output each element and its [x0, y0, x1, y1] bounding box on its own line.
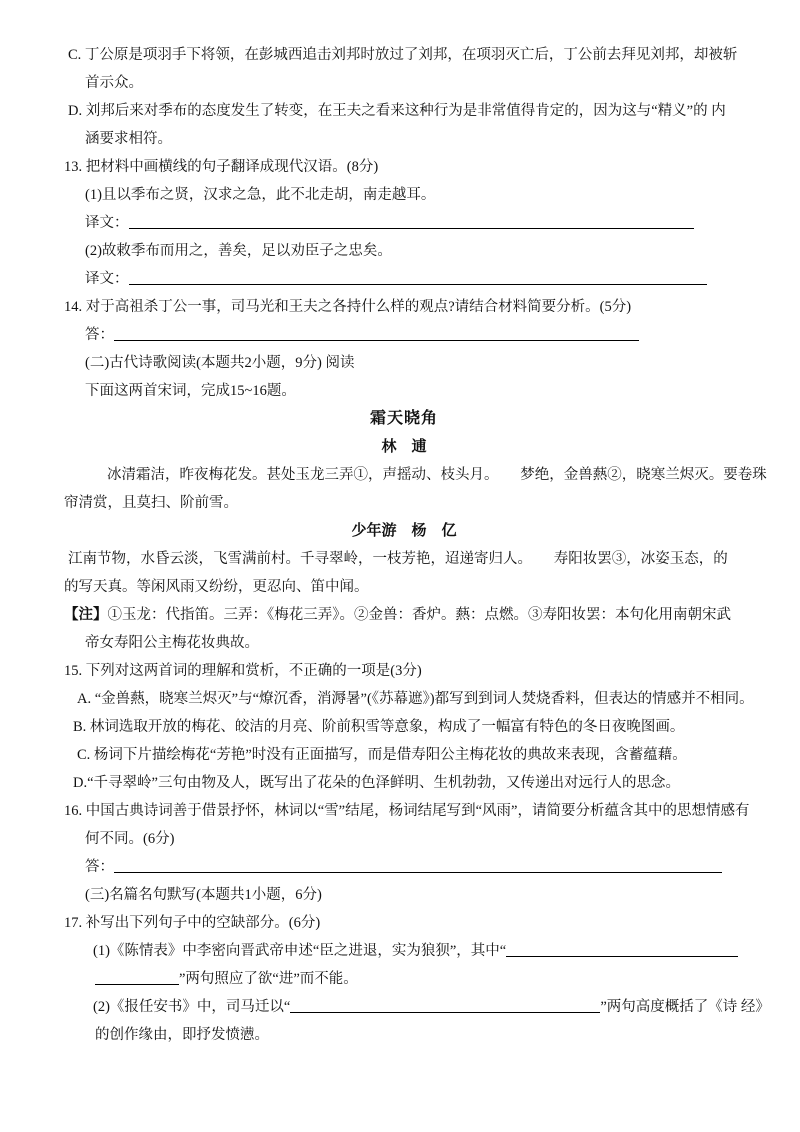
option-c-line2: [85, 69, 744, 97]
poem-2-line2-text: 的写天真。等闲风雨又纷纷，更忍向、笛中闻。: [64, 579, 369, 595]
section-2-text: (二)古代诗歌阅读(本题共2小题，9分) 阅读: [85, 355, 355, 371]
poem-2-title: [64, 517, 744, 545]
option-d-line2: [85, 125, 744, 153]
q13-sentence-1-text: (1)且以季布之贤，汉求之急，此不北走胡，南走越耳。: [85, 187, 436, 203]
answer-label: 答：: [85, 859, 114, 875]
question-15-option-b: [73, 713, 744, 741]
translation-label: 译文：: [85, 215, 129, 231]
option-d-line1: [68, 97, 744, 125]
question-15-option-d: [73, 769, 744, 797]
question-13: [64, 153, 744, 181]
question-16-text1: 16. 中国古典诗词善于借景抒怀，林词以“雪”结尾，杨词结尾写到“风雨”，请简要分析蕴含其中的思想情感有: [64, 803, 750, 819]
question-16-line1: [64, 797, 750, 825]
option-d-text1: D. 刘邦后来对季布的态度发生了转变，在王夫之看来这种行为是非常值得肯定的，因为这与“精义”的 内: [68, 103, 726, 119]
question-14-text: 14. 对于高祖杀丁公一事，司马光和王夫之各持什么样的观点?请结合材料简要分析。(5分): [64, 299, 632, 315]
q17-2-post-text: 的创作缘由，即抒发愤懑。: [95, 1027, 269, 1043]
poem-2-line2: [64, 573, 744, 601]
poem-2-title-text: 少年游 杨 亿: [351, 523, 457, 539]
question-17-1-line2: [95, 965, 744, 993]
question-17-text: 17. 补写出下列句子中的空缺部分。(6分): [64, 915, 321, 931]
question-15-option-a: [77, 685, 754, 713]
answer-blank: [129, 272, 707, 285]
option-b-text: B. 林词选取开放的梅花、皎洁的月亮、阶前积雪等意象，构成了一幅富有特色的冬日夜晚图画。: [73, 719, 685, 735]
poem-1-line2: [64, 489, 744, 517]
poem-1-line1-text: 冰清霜洁，昨夜梅花发。甚处玉龙三弄①，声摇动、枝头月。 梦绝，金兽爇②，晓寒兰烬灭。要卷珠: [107, 467, 767, 483]
option-d-text2: 涵要求相符。: [85, 131, 172, 147]
question-15: [64, 657, 744, 685]
answer-blank: [290, 1000, 600, 1013]
answer-blank: [114, 328, 639, 341]
question-16-answer: [85, 853, 744, 881]
question-13-translation-2: [85, 265, 744, 293]
question-13-sentence-2: [85, 237, 744, 265]
option-c-text1: C. 丁公原是项羽手下将领，在彭城西追击刘邦时放过了刘邦，在项羽灭亡后，丁公前去拜见刘邦，却被斩: [68, 47, 738, 63]
answer-blank: [129, 216, 694, 229]
notes-line1: [64, 601, 744, 629]
section-3-header: [85, 881, 744, 909]
poem-1-author: [64, 433, 744, 461]
poem-1-author-text: 林 逋: [381, 439, 427, 455]
option-d-text: D.“千寻翠岭”三句由物及人，既写出了花朵的色泽鲜明、生机勃勃，又传递出对远行人的思念。: [73, 775, 680, 791]
question-13-text: 13. 把材料中画横线的句子翻译成现代汉语。(8分): [64, 159, 379, 175]
question-16-text2: 何不同。(6分): [85, 831, 175, 847]
translation-label: 译文：: [85, 271, 129, 287]
question-15-text: 15. 下列对这两首词的理解和赏析，不正确的一项是(3分): [64, 663, 422, 679]
section-2-instruction: [85, 377, 744, 405]
poem-2-line1: [68, 545, 744, 573]
q17-2-mid-text: ”两句高度概括了《诗 经》: [600, 999, 770, 1015]
q17-2-pre-text: (2)《报任安书》中，司马迁以“: [93, 999, 291, 1015]
notes-line2: [85, 629, 744, 657]
question-13-sentence-1: [85, 181, 744, 209]
poem-1-line2-text: 帘清赏，且莫扫、阶前雪。: [64, 495, 238, 511]
q17-1-pre-text: (1)《陈情表》中李密向晋武帝申述“臣之进退，实为狼狈”，其中“: [93, 943, 507, 959]
question-17-2-line1: [93, 993, 770, 1021]
option-c-text2: 首示众。: [85, 75, 143, 91]
notes-label: 【注】: [64, 607, 108, 623]
poem-1-title-text: 霜天晓角: [369, 410, 438, 427]
question-14: [64, 293, 744, 321]
section-2-instruction-text: 下面这两首宋词，完成15~16题。: [85, 383, 296, 399]
poem-2-line1-text: 江南节物，水昏云淡，飞雪满前村。千寻翠岭，一枝芳艳，迢递寄归人。 寿阳妆罢③，冰姿玉态，的: [68, 551, 728, 567]
poem-1-title: [64, 405, 744, 433]
section-3-text: (三)名篇名句默写(本题共1小题，6分): [85, 887, 322, 903]
question-16-line2: [85, 825, 744, 853]
question-17-1-line1: [93, 937, 744, 965]
section-2-header: [85, 349, 744, 377]
option-a-text: A. “金兽爇，晓寒兰烬灭”与“燎沉香，消溽暑”(《苏幕遮》)都写到到词人焚烧香料，但表达的情感并不相同。: [77, 691, 754, 707]
option-c-text: C. 杨词下片描绘梅花“芳艳”时没有正面描写，而是借寿阳公主梅花妆的典故来表现，含蓄蕴藉。: [77, 747, 687, 763]
q17-1-post-text: ”两句照应了欲“进”而不能。: [179, 971, 358, 987]
option-c-line1: [68, 41, 744, 69]
question-13-translation-1: [85, 209, 744, 237]
notes-text2: 帝女寿阳公主梅花妆典故。: [85, 635, 259, 651]
q13-sentence-2-text: (2)故敕季布而用之，善矣，足以劝臣子之忠矣。: [85, 243, 392, 259]
question-17-2-line2: [95, 1021, 744, 1049]
answer-blank: [114, 860, 722, 873]
question-15-option-c: [77, 741, 744, 769]
answer-blank: [506, 944, 738, 957]
poem-1-line1: [107, 461, 767, 489]
answer-label: 答：: [85, 327, 114, 343]
question-17: [64, 909, 744, 937]
answer-blank: [95, 972, 179, 985]
notes-text1: ①玉龙：代指笛。三弄：《梅花三弄》。②金兽：香炉。爇：点燃。③寿阳妆罢：本句化用南朝宋武: [107, 607, 731, 623]
question-14-answer: [85, 321, 744, 349]
